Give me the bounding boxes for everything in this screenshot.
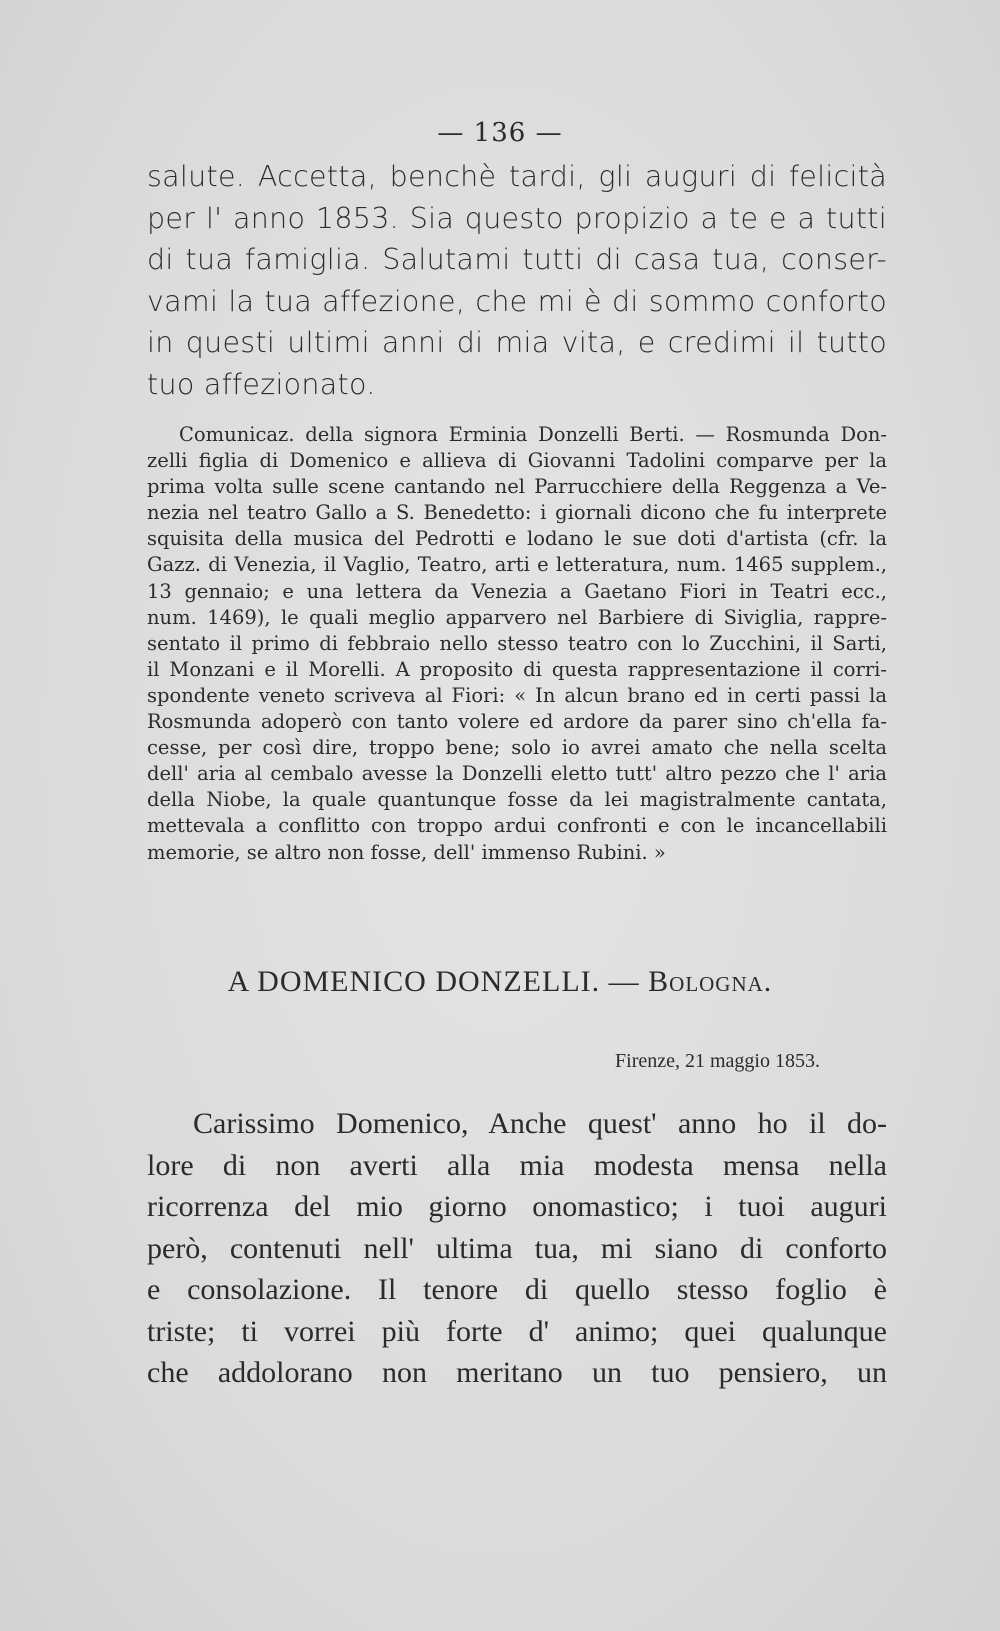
- continuation-paragraph: [147, 156, 887, 406]
- note-line: il Monzani e il Morelli. A proposito di questa rappresentazione il corri-: [147, 657, 887, 681]
- letter-line: che addolorano non meritano un tuo pensiero, un: [147, 1356, 887, 1389]
- letter-body: [147, 1103, 887, 1394]
- text-line: vami la tua affezione, che mi è di sommo conforto: [147, 284, 887, 318]
- note-line: squisita della musica del Pedrotti e lodano le sue doti d'artista (cfr. la: [147, 527, 887, 551]
- letter-line: però, contenuti nell' ultima tua, mi siano di conforto: [147, 1231, 887, 1265]
- note-line: prima volta sulle scene cantando nel Parrucchiere della Reggenza a Ve-: [147, 475, 887, 499]
- page-number: — 136 —: [437, 118, 563, 148]
- footnote-paragraph: [147, 422, 887, 866]
- text-line: di tua famiglia. Salutami tutti di casa tua, conser-: [147, 243, 887, 277]
- note-line: sentato il primo di febbraio nello stesso teatro con lo Zucchini, il Sarti,: [147, 631, 887, 655]
- letter-line: ricorrenza del mio giorno onomastico; i tuoi auguri: [147, 1190, 887, 1223]
- note-line: nezia nel teatro Gallo a S. Benedetto: i giornali dicono che fu interprete: [147, 501, 887, 525]
- note-line: zelli figlia di Domenico e allieva di Giovanni Tadolini comparve per la: [147, 449, 887, 473]
- note-line: Gazz. di Venezia, il Vaglio, Teatro, arti e letteratura, num. 1465 supplem.,: [147, 553, 887, 577]
- letter-line: triste; ti vorrei più forte d' animo; quei qualunque: [147, 1314, 887, 1348]
- note-line: memorie, se altro non fosse, dell' immenso Rubini. »: [147, 840, 666, 864]
- note-line: mettevala a conflitto con troppo ardui confronti e con le incancellabili: [147, 814, 887, 838]
- text-line: salute. Accetta, benchè tardi, gli auguri di felicità: [147, 160, 887, 193]
- letter-line: e consolazione. Il tenore di quello stesso foglio è: [147, 1273, 887, 1306]
- note-line: Rosmunda adoperò con tanto volere ed ardore da parer sino ch'ella fa-: [147, 710, 887, 734]
- note-line: cesse, per così dire, troppo bene; solo io avrei amato che nella scelta: [147, 736, 887, 760]
- dateline: Firenze, 21 maggio 1853.: [615, 1050, 820, 1072]
- note-line: dell' aria al cembalo avesse la Donzelli eletto tutt' altro pezzo che l' aria: [147, 762, 887, 786]
- note-line: spondente veneto scriveva al Fiori: « In alcun brano ed in certi passi la: [147, 683, 887, 707]
- heading-recipient: A DOMENICO DONZELLI. —: [227, 965, 649, 998]
- note-line: della Niobe, la quale quantunque fosse da lei magistralmente cantata,: [147, 788, 887, 812]
- note-line: 13 gennaio; e una lettera da Venezia a Gaetano Fiori in Teatri ecc.,: [147, 579, 887, 603]
- letter-heading: [0, 965, 1000, 999]
- text-line: per l' anno 1853. Sia questo propizio a te e a tutti: [147, 201, 887, 235]
- text-line: in questi ultimi anni di mia vita, e credimi il tutto: [147, 326, 887, 360]
- note-line: Comunicaz. della signora Erminia Donzelli Berti. — Rosmunda Don-: [179, 423, 887, 446]
- text-line: tuo affezionato.: [147, 367, 376, 401]
- note-line: num. 1469), le quali meglio apparvero nel Barbiere di Siviglia, rappre-: [147, 605, 887, 629]
- letter-line: lore di non averti alla mia modesta mensa nella: [147, 1148, 887, 1182]
- letter-line: Carissimo Domenico, Anche quest' anno ho il do-: [193, 1107, 887, 1140]
- heading-place: Bologna.: [648, 965, 773, 998]
